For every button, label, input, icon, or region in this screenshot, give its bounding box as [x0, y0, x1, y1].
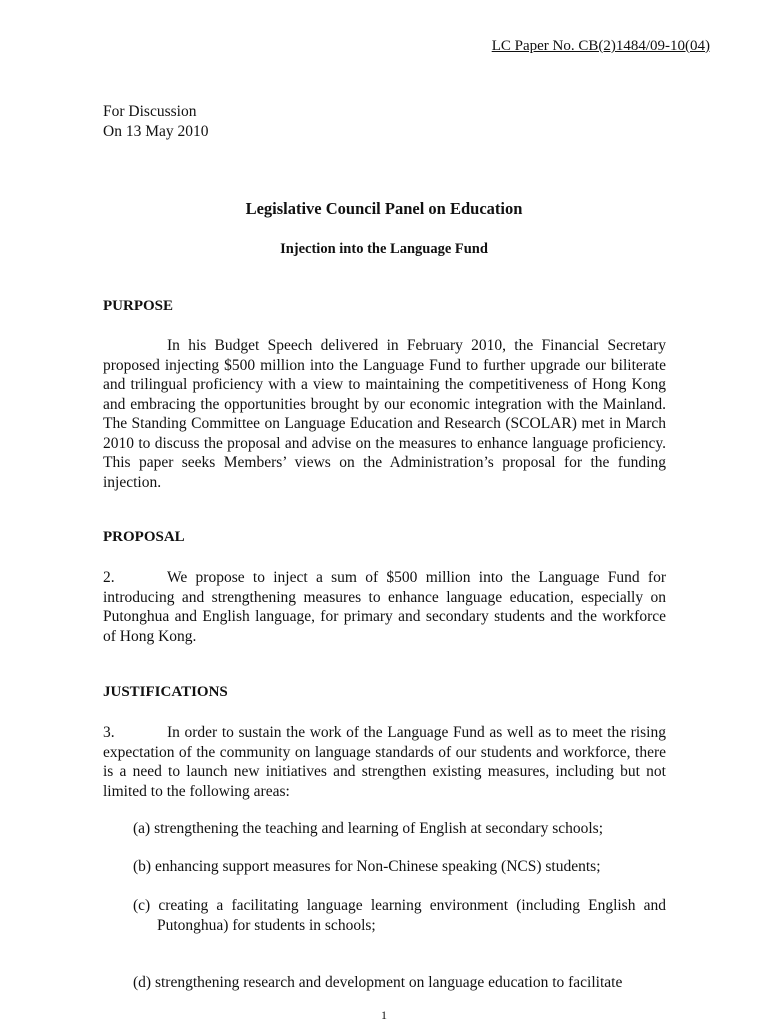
list-item-text: strengthening research and development on language education to facilitate — [154, 974, 623, 991]
paper-reference: LC Paper No. CB(2)1484/09-10(04) — [491, 38, 710, 54]
list-item — [133, 973, 666, 993]
purpose-paragraph: In his Budget Speech delivered in February 2010, the Financial Secretary proposed injecting $500 million into the Language Fund to further upgrade our biliterate and trilingual proficiency with a view to maintaining the competitiveness of Hong Kong and embracing the opportunities brought by our economic integration with the Mainland. The Standing Committee on Language Education and Research (SCOLAR) met in March 2010 to discuss the proposal and advise on the measures to enhance language proficiency. This paper seeks Members’ views on the Administration’s proposal for the funding injection. — [103, 337, 666, 491]
justifications-paragraph — [103, 723, 666, 801]
list-item — [133, 896, 666, 935]
list-item-text: creating a facilitating language learning environment (including English and Putonghua) for students in schools; — [157, 897, 666, 934]
document-title: Legislative Council Panel on Education — [245, 199, 523, 218]
purpose-heading: PURPOSE — [103, 298, 174, 314]
list-item — [133, 857, 666, 877]
list-item-text: enhancing support measures for Non-Chinese speaking (NCS) students; — [154, 858, 601, 875]
proposal-paragraph — [103, 568, 666, 646]
list-item-marker: (c) — [133, 897, 151, 914]
proposal-text: We propose to inject a sum of $500 million into the Language Fund for introducing and strengthening measures to enhance language education, especially on Putonghua and English language, for primary and secondary students and the workforce of Hong Kong. — [103, 569, 666, 645]
discussion-date: On 13 May 2010 — [103, 122, 209, 140]
page-number: 1 — [381, 1008, 387, 1022]
list-item-marker: (b) — [133, 858, 152, 875]
paragraph-number: 2. — [103, 569, 115, 586]
for-discussion-label: For Discussion — [103, 103, 197, 120]
list-item — [133, 819, 666, 839]
document-subtitle: Injection into the Language Fund — [280, 241, 488, 257]
list-item-marker: (a) — [133, 820, 151, 837]
justifications-heading: JUSTIFICATIONS — [103, 684, 228, 700]
proposal-heading: PROPOSAL — [103, 529, 185, 545]
list-item-text: strengthening the teaching and learning of English at secondary schools; — [154, 820, 604, 837]
list-item-marker: (d) — [133, 974, 152, 991]
justifications-text: In order to sustain the work of the Language Fund as well as to meet the rising expectation of the community on language standards of our students and workforce, there is a need to launch new initiatives and strengthen existing measures, including but not limited to the following areas: — [103, 724, 666, 800]
discussion-meta — [103, 102, 208, 141]
paragraph-number: 3. — [103, 724, 115, 741]
